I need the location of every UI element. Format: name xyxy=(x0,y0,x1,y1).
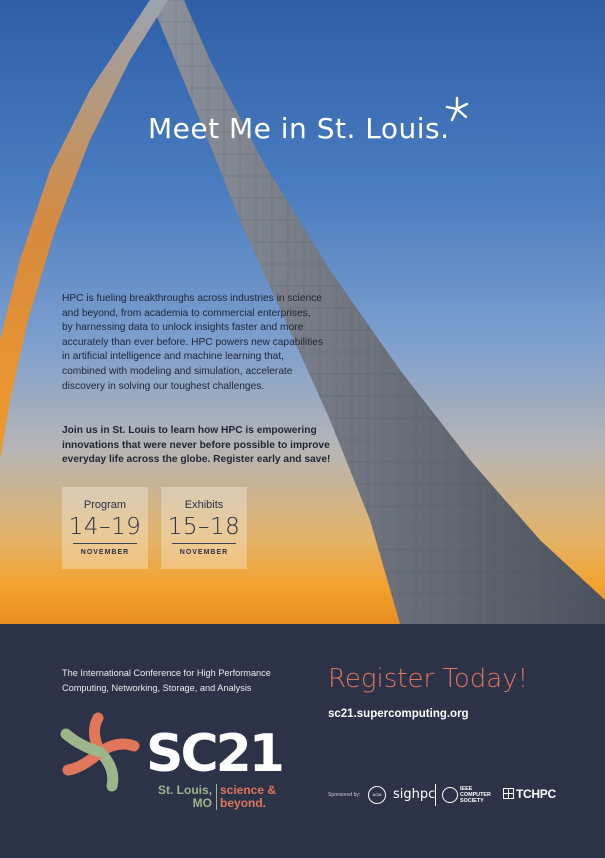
date-month: NOVEMBER xyxy=(80,549,130,556)
date-month: NOVEMBER xyxy=(179,549,229,556)
intro-paragraph: HPC is fueling breakthroughs across industries in science and beyond, from academia to commercial enterprises, by harnessing data to unlock insights faster and more accurately than ever before. HPC powers new capabilities in artificial intelligence and machine learning that, combined with modeling and simulation, accelerate discovery in solving our toughest challenges. xyxy=(62,293,324,392)
headline: Meet Me in St. Louis. xyxy=(148,112,450,145)
tchpc-grid-icon xyxy=(503,788,514,799)
sponsor-divider xyxy=(435,784,436,806)
logo-city: St. Louis, MO xyxy=(158,783,212,810)
website-link[interactable]: sc21.supercomputing.org xyxy=(328,708,469,720)
date-divider xyxy=(172,543,236,544)
ieee-diamond-icon xyxy=(442,787,458,803)
footer-panel xyxy=(0,624,605,858)
tchpc-logo: TCHPC xyxy=(516,787,556,801)
ieee-computer-society-logo: IEEE COMPUTER SOCIETY xyxy=(460,786,491,804)
date-range: 14–19 xyxy=(68,514,142,540)
acm-logo: ACM xyxy=(368,786,386,804)
program-dates-card xyxy=(62,487,148,569)
date-label: Program xyxy=(83,499,127,511)
star-burst-icon xyxy=(444,96,470,122)
sighpc-logo: sighpc xyxy=(393,787,436,802)
sc21-logo-text: SC21 xyxy=(146,724,282,784)
date-range: 15–18 xyxy=(167,514,241,540)
sponsored-by-label: Sponsored by: xyxy=(328,792,361,798)
date-label: Exhibits xyxy=(184,499,224,511)
conference-description: The International Conference for High Performance Computing, Networking, Storage, and Analysis xyxy=(62,668,271,693)
date-divider xyxy=(73,543,137,544)
logo-tagline: science & beyond. xyxy=(220,783,277,810)
logo-divider xyxy=(216,784,217,810)
call-to-action: Join us in St. Louis to learn how HPC is empowering innovations that were never before possible to improve everyday life across the globe. Register early and save! xyxy=(62,425,331,466)
sc21-star-logo-icon xyxy=(60,712,140,792)
exhibits-dates-card xyxy=(161,487,247,569)
register-heading: Register Today! xyxy=(328,664,529,694)
